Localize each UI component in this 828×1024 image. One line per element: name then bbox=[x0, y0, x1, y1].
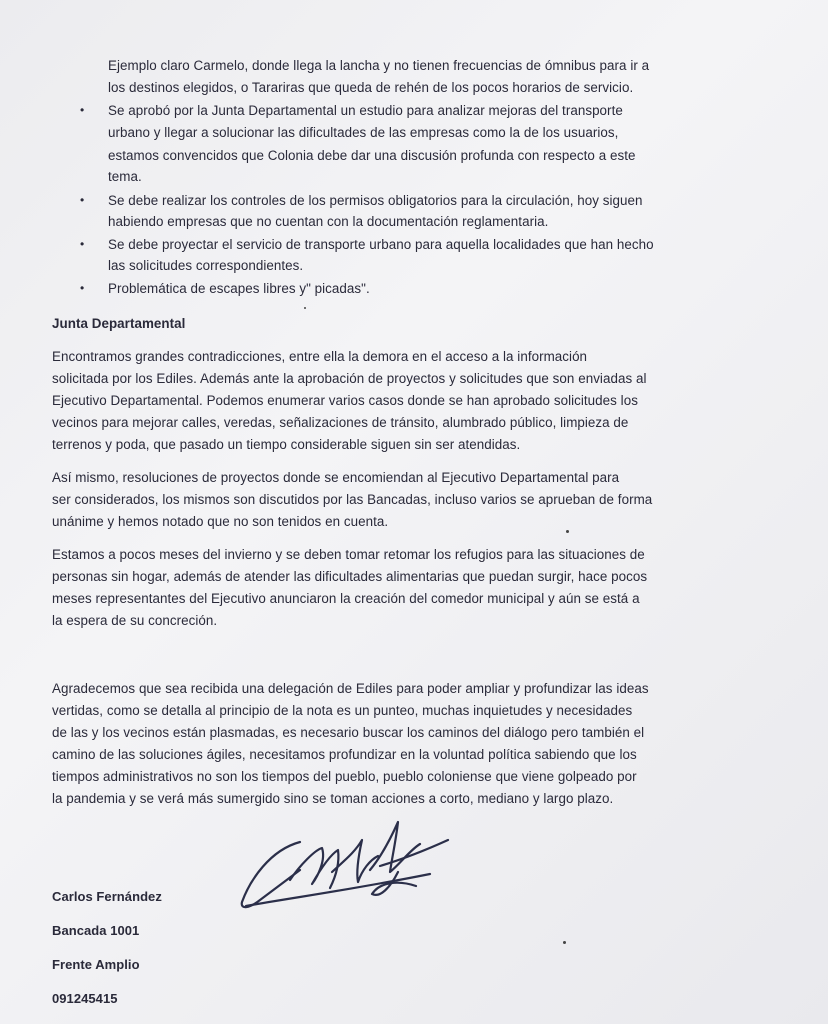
paragraph-line: vecinos para mejorar calles, veredas, señalizaciones de tránsito, alumbrado público, limpieza de bbox=[52, 415, 629, 430]
scan-speck bbox=[304, 307, 306, 309]
paragraph-line: terrenos y poda, que pasado un tiempo considerable siguen sin ser atendidas. bbox=[52, 437, 521, 452]
scan-speck bbox=[566, 530, 569, 533]
paragraph-line: Así mismo, resoluciones de proyectos donde se encomiendan al Ejecutivo Departamental para bbox=[52, 470, 620, 485]
paragraph-line: personas sin hogar, además de atender las dificultades alimentarias que puedan surgir, hace pocos bbox=[52, 569, 648, 584]
paragraph-line: Encontramos grandes contradicciones, entre ella la demora en el acceso a la información bbox=[52, 349, 588, 364]
paragraph-line: Agradecemos que sea recibida una delegación de Ediles para poder ampliar y profundizar las ideas bbox=[52, 681, 649, 696]
handwritten-signature bbox=[230, 810, 460, 920]
bullet-text-line: Se debe realizar los controles de los permisos obligatorios para la circulación, hoy siguen bbox=[108, 193, 643, 208]
paragraph-line: la espera de su concreción. bbox=[52, 613, 218, 628]
paragraph-line: Estamos a pocos meses del invierno y se deben tomar retomar los refugios para las situaciones de bbox=[52, 547, 645, 562]
bullet-text-line: Problemática de escapes libres y" picadas". bbox=[108, 281, 370, 296]
paragraph-line: Ejecutivo Departamental. Podemos enumerar varios casos donde se han aprobado solicitudes los bbox=[52, 393, 638, 408]
paragraph-line: vertidas, como se detalla al principio de la nota es un punteo, muchas inquietudes y necesidades bbox=[52, 703, 633, 718]
paragraph-line: tiempos administrativos no son los tiempos del pueblo, pueblo coloniense que viene golpeado por bbox=[52, 769, 637, 784]
signer-phone: 091245415 bbox=[52, 991, 118, 1006]
paragraph-line: meses representantes del Ejecutivo anunciaron la creación del comedor municipal y aún se está a bbox=[52, 591, 640, 606]
bullet-text-line: Se debe proyectar el servicio de transporte urbano para aquella localidades que han hecho bbox=[108, 237, 654, 252]
paragraph-line: solicitada por los Ediles. Además ante la aprobación de proyectos y solicitudes que son enviadas al bbox=[52, 371, 647, 386]
bullet-icon: • bbox=[80, 103, 85, 117]
text-line: Ejemplo claro Carmelo, donde llega la lancha y no tienen frecuencias de ómnibus para ir a bbox=[108, 58, 650, 73]
scan-speck bbox=[563, 941, 566, 944]
paragraph-line: camino de las soluciones ágiles, necesitamos profundizar en la voluntad política sabiendo que los bbox=[52, 747, 637, 762]
bullet-text-line: urbano y llegar a solucionar las dificultades de las empresas como la de los usuarios, bbox=[108, 125, 619, 140]
bullet-text-line: las solicitudes correspondientes. bbox=[108, 258, 304, 273]
bullet-text-line: habiendo empresas que no cuentan con la documentación reglamentaria. bbox=[108, 214, 549, 229]
paragraph-line: ser considerados, los mismos son discutidos por las Bancadas, incluso varios se aprueban de forma bbox=[52, 492, 653, 507]
bullet-text-line: tema. bbox=[108, 169, 142, 184]
signer-group: Bancada 1001 bbox=[52, 923, 140, 938]
signer-name: Carlos Fernández bbox=[52, 889, 162, 904]
bullet-icon: • bbox=[80, 237, 85, 251]
paragraph-line: unánime y hemos notado que no son tenidos en cuenta. bbox=[52, 514, 389, 529]
bullet-icon: • bbox=[80, 193, 85, 207]
paragraph-line: de las y los vecinos están plasmadas, es necesario buscar los caminos del diálogo pero también el bbox=[52, 725, 645, 740]
text-line: los destinos elegidos, o Tarariras que queda de rehén de los pocos horarios de servicio. bbox=[108, 80, 634, 95]
bullet-icon: • bbox=[80, 281, 85, 295]
bullet-text-line: Se aprobó por la Junta Departamental un estudio para analizar mejoras del transporte bbox=[108, 103, 623, 118]
signer-party: Frente Amplio bbox=[52, 957, 140, 972]
section-heading: Junta Departamental bbox=[52, 316, 186, 331]
paragraph-line: la pandemia y se verá más sumergido sino se toman acciones a corto, mediano y largo plazo. bbox=[52, 791, 614, 806]
bullet-text-line: estamos convencidos que Colonia debe dar una discusión profunda con respecto a este bbox=[108, 148, 636, 163]
